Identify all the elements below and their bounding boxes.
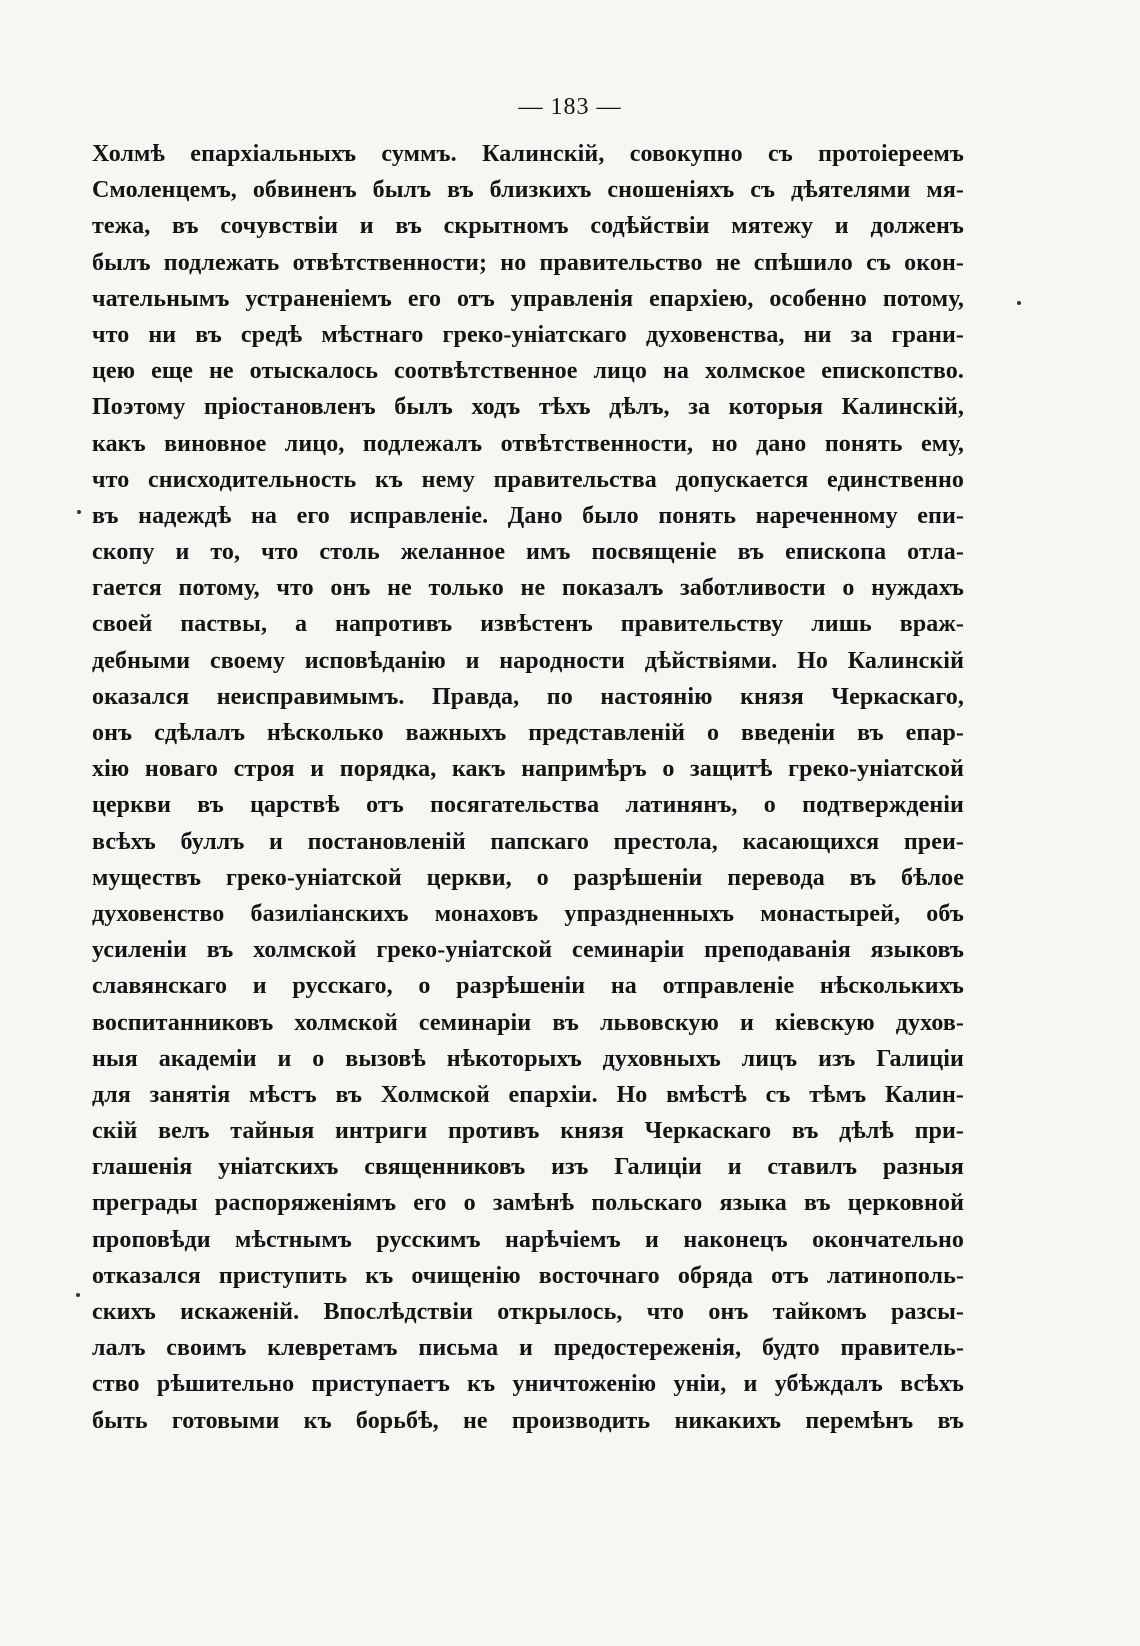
text-line: проповѣди мѣстнымъ русскимъ нарѣчіемъ и наконецъ окончательно — [92, 1226, 964, 1253]
text-line: ство рѣшительно приступаетъ къ уничтоженію уніи, и убѣждалъ всѣхъ — [92, 1371, 964, 1398]
text-line: Поэтому пріостановленъ былъ ходъ тѣхъ дѣлъ, за которыя Калинскій, — [92, 394, 964, 421]
text-line: воспитанниковъ холмской семинаріи въ львовскую и кіевскую духов- — [92, 1009, 964, 1036]
text-line: преграды распоряженіямъ его о замѣнѣ польскаго языка въ церковной — [92, 1190, 964, 1217]
scan-speck — [76, 1293, 80, 1297]
text-line: тежа, въ сочувствіи и въ скрытномъ содѣйствіи мятежу и долженъ — [92, 213, 964, 240]
text-line: духовенство базиліанскихъ монаховъ упраздненныхъ монастырей, объ — [92, 900, 964, 927]
text-line: ныя академіи и о вызовѣ нѣкоторыхъ духовныхъ лицъ изъ Галиціи — [92, 1045, 964, 1072]
text-line: что снисходительность къ нему правительства допускается единственно — [92, 466, 964, 493]
page-number: — 183 — — [518, 94, 622, 120]
text-line: для занятія мѣстъ въ Холмской епархіи. Но вмѣстѣ съ тѣмъ Калин- — [92, 1081, 964, 1108]
text-line: своей паствы, а напротивъ извѣстенъ правительству лишь враж- — [92, 611, 964, 638]
text-line: чательнымъ устраненіемъ его отъ управленія епархіею, особенно потому, — [92, 285, 964, 312]
text-line: дебными своему исповѣданію и народности дѣйствіями. Но Калинскій — [92, 647, 964, 674]
text-line: отказался приступить къ очищенію восточнаго обряда отъ латинополь- — [92, 1262, 964, 1289]
text-line: муществъ греко-уніатской церкви, о разрѣшеніи перевода въ бѣлое — [92, 864, 964, 891]
text-line: скихъ искаженій. Впослѣдствіи открылось, что онъ тайкомъ разсы- — [92, 1299, 964, 1325]
text-line: былъ подлежать отвѣтственности; но правительство не спѣшило съ окон- — [92, 249, 964, 276]
text-line: хію новаго строя и порядка, какъ напримѣръ о защитѣ греко-уніатской — [92, 756, 964, 783]
text-line: глашенія уніатскихъ священниковъ изъ Галиціи и ставилъ разныя — [92, 1154, 964, 1181]
scan-speck — [77, 510, 81, 514]
text-line: славянскаго и русскаго, о разрѣшеніи на отправленіе нѣсколькихъ — [92, 973, 964, 1000]
text-line: какъ виновное лицо, подлежалъ отвѣтственности, но дано понять ему, — [92, 430, 964, 457]
text-line: Смоленцемъ, обвиненъ былъ въ близкихъ сношеніяхъ съ дѣятелями мя- — [92, 177, 964, 204]
text-line: въ надеждѣ на его исправленіе. Дано было понять нареченному епи- — [92, 502, 964, 529]
text-line: церкви въ царствѣ отъ посягательства латинянъ, о подтвержденіи — [92, 792, 964, 819]
text-line: скопу и то, что столь желанное имъ посвященіе въ епископа отла- — [92, 539, 964, 566]
body-text — [92, 136, 964, 1439]
text-line: скій велъ тайныя интриги противъ князя Черкаскаго въ дѣлѣ при- — [92, 1118, 964, 1145]
text-line: оказался неисправимымъ. Правда, по настоянію князя Черкаскаго, — [92, 683, 964, 710]
text-line: быть готовыми къ борьбѣ, не производить никакихъ перемѣнъ въ — [92, 1407, 964, 1434]
text-line: онъ сдѣлалъ нѣсколько важныхъ представленій о введеніи въ епар- — [92, 720, 964, 746]
text-line: цею еще не отыскалось соотвѣтственное лицо на холмское епископство. — [92, 358, 964, 385]
text-line: всѣхъ буллъ и постановленій папскаго престола, касающихся преи- — [92, 828, 964, 855]
text-line: Холмѣ епархіальныхъ суммъ. Калинскій, совокупно съ протоіереемъ — [92, 141, 964, 167]
scan-speck — [1017, 301, 1021, 305]
text-line: что ни въ средѣ мѣстнаго греко-уніатскаго духовенства, ни за грани- — [92, 321, 964, 348]
text-line: лалъ своимъ клевретамъ письма и предостереженія, будто правитель- — [92, 1335, 964, 1362]
text-line: усиленіи въ холмской греко-уніатской семинаріи преподаванія языковъ — [92, 937, 964, 964]
text-line: гается потому, что онъ не только не показалъ заботливости о нуждахъ — [92, 575, 964, 602]
